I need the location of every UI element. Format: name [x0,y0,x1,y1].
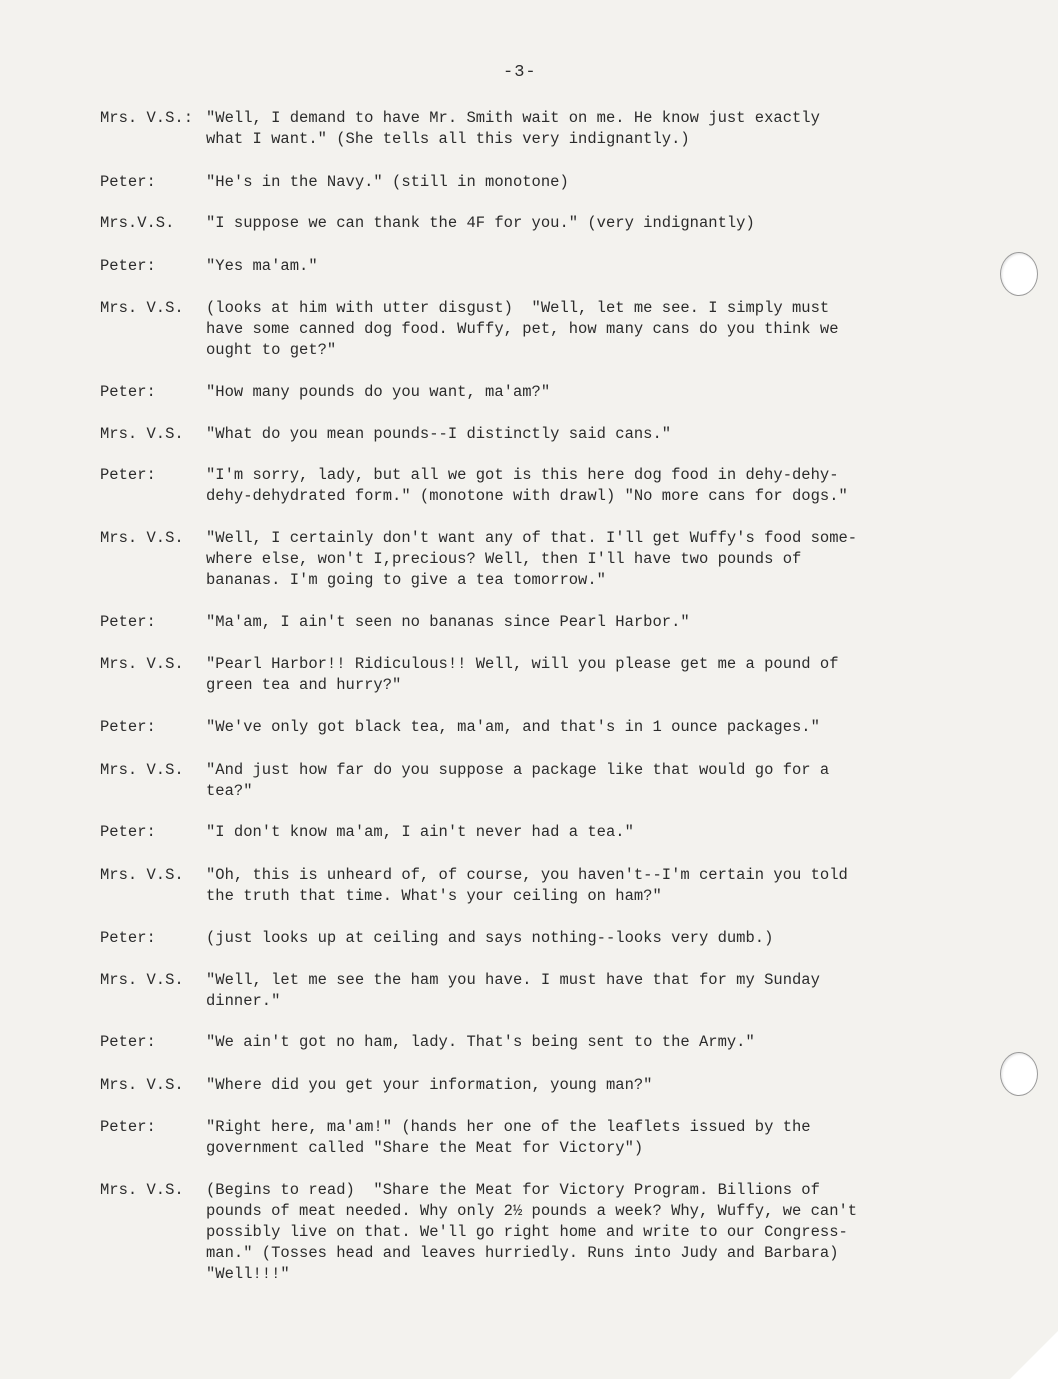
speech-text: "We've only got black tea, ma'am, and that's in 1 ounce packages." [206,718,820,736]
speech-text: (looks at him with utter disgust) "Well, let me see. I simply must have some canned dog food. Wuffy, pet, how many cans do you think we ought to get?" [206,299,839,359]
speech-text: "Pearl Harbor!! Ridiculous!! Well, will you please get me a pound of green tea and hurry?" [206,655,839,694]
speech-text: "Well, I certainly don't want any of that. I'll get Wuffy's food some- where else, won't I,precious? Well, then I'll have two pounds of bananas. I'm going to give a tea tomorrow." [206,529,858,589]
dialogue-entry [100,256,980,277]
speech-text: "Well, I demand to have Mr. Smith wait on me. He know just exactly what I want." (She tells all this very indignantly.) [206,109,820,148]
speech-text: "I don't know ma'am, I ain't never had a tea." [206,823,634,841]
dialogue-entry [100,970,980,1012]
dialogue-entry [100,1075,980,1096]
speech-text: "And just how far do you suppose a package like that would go for a tea?" [206,761,830,800]
speech-text: "Well, let me see the ham you have. I must have that for my Sunday dinner." [206,971,820,1010]
dialogue-entry [100,865,980,907]
dialogue-entry [100,612,980,633]
binder-hole [1000,252,1038,296]
speaker-name: Mrs.V.S. [100,214,175,232]
speaker-name: Peter: [100,1033,156,1051]
speech-text: "Ma'am, I ain't seen no bananas since Pearl Harbor." [206,613,690,631]
dialogue-entry [100,213,980,234]
speaker-name: Peter: [100,718,156,736]
speaker-name: Peter: [100,173,156,191]
speaker-name: Peter: [100,466,156,484]
speaker-name: Mrs. V.S. [100,866,184,884]
speech-text: "Yes ma'am." [206,257,318,275]
dialogue-entry [100,1117,980,1159]
speaker-name: Mrs. V.S. [100,529,184,547]
dialogue-entry [100,172,980,193]
speaker-name: Peter: [100,929,156,947]
speaker-name: Mrs. V.S. [100,299,184,317]
speaker-name: Mrs. V.S. [100,1076,184,1094]
speaker-name: Peter: [100,1118,156,1136]
dialogue-entry [100,760,980,802]
dialogue-entry [100,465,980,507]
speech-text: "I'm sorry, lady, but all we got is this here dog food in dehy-dehy- dehy-dehydrated form." (monotone with drawl) "No more cans for dogs." [206,466,848,505]
speaker-name: Mrs. V.S. [100,655,184,673]
dialogue-entry [100,822,980,843]
speech-text: "I suppose we can thank the 4F for you." (very indignantly) [206,214,755,232]
dialogue-entry [100,298,980,361]
dialogue-entry [100,528,980,591]
dialogue-entry [100,654,980,696]
dialogue-entry [100,424,980,445]
speech-text: (Begins to read) "Share the Meat for Victory Program. Billions of pounds of meat needed. Why only 2½ pounds a week? Why, Wuffy, we can't possibly live on that. We'll go right home and write to our Congress- man." (Tosses head and leaves hurriedly. Runs into Judy and Barbara) "Well!!!" [206,1181,858,1283]
speaker-name: Mrs. V.S. [100,971,184,989]
dialogue-entry [100,717,980,738]
speech-text: "He's in the Navy." (still in monotone) [206,173,569,191]
speech-text: "How many pounds do you want, ma'am?" [206,383,551,401]
speaker-name: Peter: [100,257,156,275]
dialogue-entry [100,1032,980,1053]
speech-text: (just looks up at ceiling and says nothing--looks very dumb.) [206,929,774,947]
dialogue-entry [100,108,980,150]
dialogue-entry [100,382,980,403]
binder-hole [1000,1052,1038,1096]
torn-corner [1010,1331,1058,1379]
speaker-name: Mrs. V.S. [100,761,184,779]
speech-text: "Where did you get your information, young man?" [206,1076,653,1094]
speaker-name: Mrs. V.S. [100,1181,184,1199]
dialogue-entry [100,1180,980,1285]
speech-text: "We ain't got no ham, lady. That's being sent to the Army." [206,1033,755,1051]
speech-text: "What do you mean pounds--I distinctly said cans." [206,425,672,443]
speaker-name: Mrs. V.S. [100,425,184,443]
page-number: -3- [503,63,537,82]
speaker-name: Peter: [100,383,156,401]
speaker-name: Peter: [100,613,156,631]
speech-text: "Oh, this is unheard of, of course, you haven't--I'm certain you told the truth that time. What's your ceiling on ham?" [206,866,848,905]
speaker-name: Peter: [100,823,156,841]
dialogue-entry [100,928,980,949]
speech-text: "Right here, ma'am!" (hands her one of the leaflets issued by the government called "Share the Meat for Victory") [206,1118,811,1157]
speaker-name: Mrs. V.S.: [100,109,194,127]
